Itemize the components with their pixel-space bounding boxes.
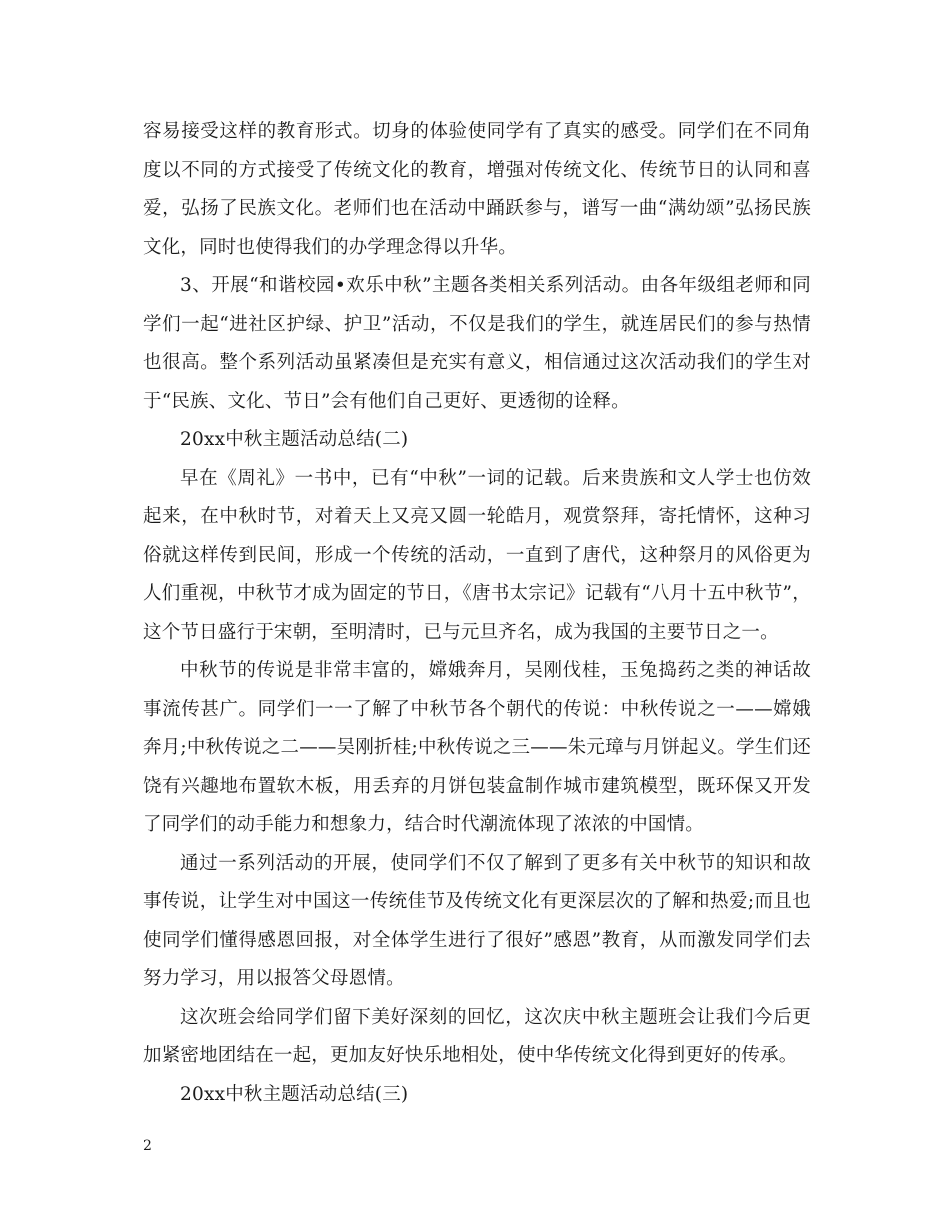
paragraph-class-meeting: 这次班会给同学们留下美好深刻的回忆，这次庆中秋主题班会让我们今后更加紧密地团结在一起，更加友好快乐地相处，使中华传统文化得到更好的传承。 (143, 1006, 811, 1066)
paragraph-activity-3: 3、开展“和谐校园•欢乐中秋”主题各类相关系列活动。由各年级组老师和同学们一起“进社区护绿、护卫”活动，不仅是我们的学生，就连居民们的参与热情也很高。整个系列活动虽紧凑但是充实有意义，相信通过这次活动我们的学生对于“民族、文化、节日”会有他们自己更好、更透彻的诠释。 (143, 275, 811, 412)
page-number: 2 (143, 1138, 152, 1154)
paragraph-history: 早在《周礼》一书中，已有“中秋”一词的记载。后来贵族和文人学士也仿效起来，在中秋时节，对着天上又亮又圆一轮皓月，观赏祭拜，寄托情怀，这种习俗就这样传到民间，形成一个传统的活动，一直到了唐代，这种祭月的风俗更为人们重视，中秋节才成为固定的节日，《唐书太宗记》记载有“八月十五中秋节”，这个节日盛行于宋朝，至明清时，已与元旦齐名，成为我国的主要节日之一。 (143, 467, 811, 643)
paragraph-continuation: 容易接受这样的教育形式。切身的体验使同学有了真实的感受。同学们在不同角度以不同的方式接受了传统文化的教育，增强对传统文化、传统节日的认同和喜爱，弘扬了民族文化。老师们也在活动中踊跃参与，谱写一曲“满幼颂”弘扬民族文化，同时也使得我们的办学理念得以升华。 (143, 121, 811, 258)
paragraph-outcomes: 通过一系列活动的开展，使同学们不仅了解到了更多有关中秋节的知识和故事传说，让学生对中国这一传统佳节及传统文化有更深层次的了解和热爱;而且也使同学们懂得感恩回报，对全体学生进行了很好”感恩”教育，从而激发同学们去努力学习，用以报答父母恩情。 (143, 852, 811, 989)
document-body (143, 113, 811, 1114)
section-heading-3: 20xx中秋主题活动总结(三) (180, 1083, 409, 1105)
paragraph-legends: 中秋节的传说是非常丰富的，嫦娥奔月，吴刚伐桂，玉兔捣药之类的神话故事流传甚广。同学们一一了解了中秋节各个朝代的传说：中秋传说之一——嫦娥奔月;中秋传说之二——吴刚折桂;中秋传说之三——朱元璋与月饼起义。学生们还饶有兴趣地布置软木板，用丢弃的月饼包装盒制作城市建筑模型，既环保又开发了同学们的动手能力和想象力，结合时代潮流体现了浓浓的中国情。 (143, 660, 811, 835)
section-heading-2: 20xx中秋主题活动总结(二) (180, 429, 409, 450)
